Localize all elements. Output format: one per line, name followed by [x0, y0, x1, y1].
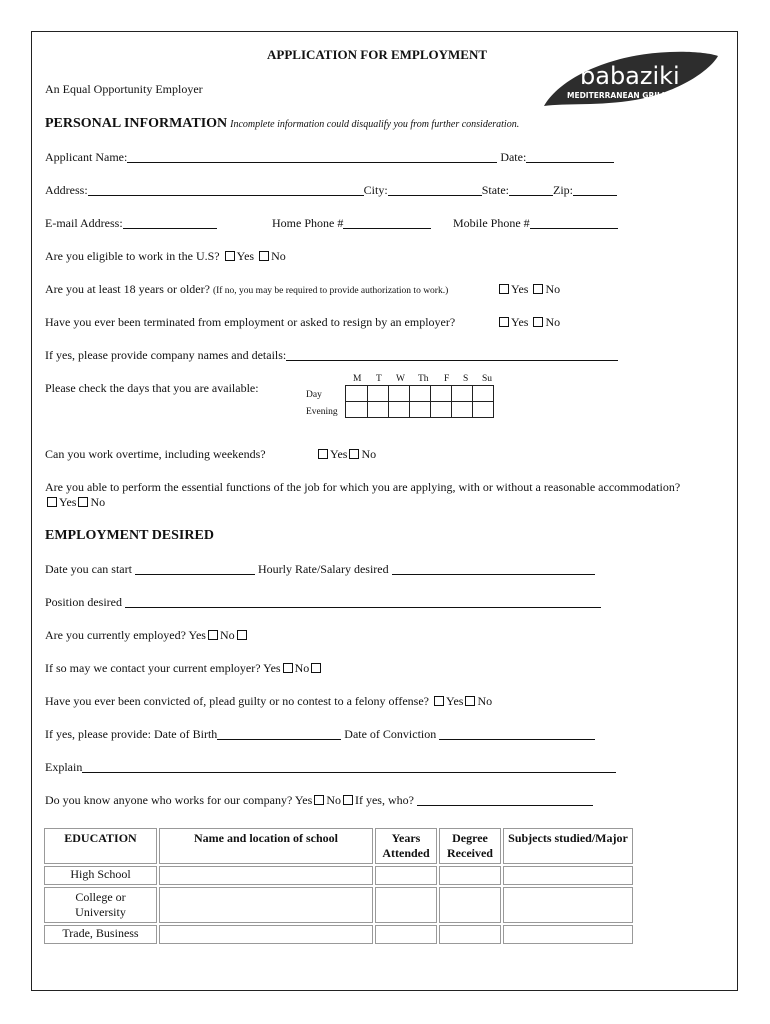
home-phone-field[interactable] — [343, 217, 431, 229]
address-field[interactable] — [88, 184, 364, 196]
terminated-yes-checkbox[interactable] — [499, 317, 509, 327]
personal-note: Incomplete information could disqualify you from further consideration. — [230, 119, 520, 130]
availability-cell[interactable] — [346, 386, 368, 402]
education-header: EDUCATION — [44, 828, 157, 864]
availability-cell[interactable] — [346, 402, 368, 418]
logo-tagline: MEDITERRANEAN GRILL — [567, 91, 667, 100]
email-field[interactable] — [123, 217, 217, 229]
education-header-row — [44, 828, 633, 864]
no-label: No — [326, 793, 341, 807]
availability-cell[interactable] — [473, 402, 494, 418]
state-field[interactable] — [509, 184, 553, 196]
terminated-question: Have you ever been terminated from employment or asked to resign by an employer? — [45, 315, 456, 329]
day-header-s: S — [463, 374, 469, 384]
age-row — [45, 282, 448, 297]
mobile-phone-label: Mobile Phone # — [453, 216, 530, 230]
rate-label: Hourly Rate/Salary desired — [257, 562, 389, 576]
subjects-header: Subjects studied/Major — [503, 828, 633, 864]
essential-yes-checkbox[interactable] — [47, 497, 57, 507]
degree-cell[interactable] — [439, 866, 501, 885]
availability-cell[interactable] — [389, 402, 410, 418]
position-field[interactable] — [125, 596, 601, 608]
know-question: Do you know anyone who works for our company? Yes — [45, 793, 313, 807]
position-label: Position desired — [45, 595, 122, 609]
age-yes-checkbox[interactable] — [499, 284, 509, 294]
availability-cell[interactable] — [431, 402, 452, 418]
school-cell[interactable] — [159, 887, 373, 923]
overtime-no-checkbox[interactable] — [349, 449, 359, 459]
school-cell[interactable] — [159, 925, 373, 944]
explain-field[interactable] — [82, 761, 616, 773]
babaziki-logo — [540, 48, 720, 110]
logo-wordmark: babaziki — [580, 62, 680, 90]
city-field[interactable] — [388, 184, 482, 196]
details-label: If yes, please provide company names and details: — [45, 348, 287, 362]
day-header-t: T — [376, 374, 382, 384]
employment-heading: EMPLOYMENT DESIRED — [45, 528, 214, 543]
know-row — [45, 793, 593, 808]
day-header-m: M — [353, 374, 362, 384]
dob-label: If yes, please provide: Date of Birth — [45, 727, 218, 741]
yes-label: Yes — [236, 249, 255, 263]
terminated-options — [497, 315, 560, 330]
start-label: Date you can start — [45, 562, 132, 576]
conviction-label: Date of Conviction — [344, 727, 437, 741]
contact-question: If so may we contact your current employer? Yes — [45, 661, 281, 675]
no-label: No — [294, 661, 310, 675]
no-label: No — [545, 315, 561, 329]
no-label: No — [361, 447, 377, 461]
yes-label: Yes — [511, 315, 529, 329]
dob-field[interactable] — [217, 728, 341, 740]
eligible-no-checkbox[interactable] — [259, 251, 269, 261]
applicant-row — [45, 150, 614, 165]
availability-cell[interactable] — [431, 386, 452, 402]
availability-cell[interactable] — [410, 386, 431, 402]
eligible-yes-checkbox[interactable] — [225, 251, 235, 261]
availability-grid — [345, 385, 494, 418]
school-header: Name and location of school — [159, 828, 373, 864]
yes-label: Yes — [59, 495, 77, 509]
education-level: College or University — [44, 887, 157, 923]
date-label: Date: — [500, 150, 527, 164]
form-title: APPLICATION FOR EMPLOYMENT — [267, 47, 488, 62]
school-cell[interactable] — [159, 866, 373, 885]
eligible-row — [45, 249, 286, 264]
applicant-label: Applicant Name: — [45, 150, 128, 164]
essential-question: Are you able to perform the essential functions of the job for which you are applying, with or without a reasonable accommodation? — [45, 480, 681, 494]
know-yes-checkbox[interactable] — [314, 795, 324, 805]
no-label: No — [271, 249, 286, 263]
table-row — [44, 925, 633, 944]
availability-evening-row — [346, 402, 494, 418]
day-header-th: Th — [418, 374, 429, 384]
contact-no-checkbox[interactable] — [311, 663, 321, 673]
subjects-cell[interactable] — [503, 866, 633, 885]
current-no-checkbox[interactable] — [237, 630, 247, 640]
felony-question: Have you ever been convicted of, plead guilty or no contest to a felony offense? — [45, 694, 429, 708]
date-field[interactable] — [526, 151, 614, 163]
yes-label: Yes — [330, 447, 348, 461]
age-options — [497, 282, 560, 297]
conviction-date-field[interactable] — [439, 728, 595, 740]
availability-cell[interactable] — [473, 386, 494, 402]
mobile-phone-field[interactable] — [530, 217, 618, 229]
form-subtitle: An Equal Opportunity Employer — [45, 82, 203, 96]
overtime-question: Can you work overtime, including weekends? — [45, 447, 266, 461]
personal-heading-row — [45, 116, 519, 132]
availability-cell[interactable] — [368, 402, 389, 418]
explain-label: Explain — [45, 760, 83, 774]
essential-options — [45, 495, 105, 510]
education-level: High School — [44, 866, 157, 885]
availability-cell[interactable] — [452, 402, 473, 418]
personal-heading: PERSONAL INFORMATION — [45, 116, 228, 131]
current-question: Are you currently employed? Yes — [45, 628, 206, 642]
no-label: No — [90, 495, 106, 509]
years-cell[interactable] — [375, 887, 437, 923]
years-cell[interactable] — [375, 925, 437, 944]
home-phone-label: Home Phone # — [272, 216, 344, 230]
day-header-f: F — [444, 374, 450, 384]
no-label: No — [219, 628, 235, 642]
zip-field[interactable] — [573, 184, 617, 196]
felony-row — [45, 694, 492, 709]
education-level: Trade, Business — [44, 925, 157, 944]
availability-cell[interactable] — [389, 386, 410, 402]
age-no-checkbox[interactable] — [533, 284, 543, 294]
no-label: No — [545, 282, 561, 296]
subjects-cell[interactable] — [503, 925, 633, 944]
if-yes-who-label: If yes, who? — [354, 793, 414, 807]
address-row — [45, 183, 617, 198]
availability-cell[interactable] — [410, 402, 431, 418]
dob-row — [45, 727, 595, 742]
yes-label: Yes — [511, 282, 529, 296]
home-phone-row — [272, 216, 431, 231]
years-header: Years Attended — [375, 828, 437, 864]
position-row — [45, 595, 601, 610]
availability-cell[interactable] — [368, 386, 389, 402]
start-row — [45, 562, 595, 577]
current-row — [45, 628, 249, 643]
degree-cell[interactable] — [439, 925, 501, 944]
explain-row — [45, 760, 616, 775]
no-label: No — [477, 694, 493, 708]
degree-header: Degree Received — [439, 828, 501, 864]
evening-row-label: Evening — [306, 407, 338, 417]
education-table — [42, 826, 635, 946]
years-cell[interactable] — [375, 866, 437, 885]
contact-yes-checkbox[interactable] — [283, 663, 293, 673]
days-question: Please check the days that you are available: — [45, 381, 259, 395]
table-row — [44, 866, 633, 885]
start-date-field[interactable] — [135, 563, 255, 575]
felony-no-checkbox[interactable] — [465, 696, 475, 706]
overtime-options — [316, 447, 376, 462]
felony-yes-checkbox[interactable] — [434, 696, 444, 706]
degree-cell[interactable] — [439, 887, 501, 923]
availability-cell[interactable] — [452, 386, 473, 402]
contact-row — [45, 661, 323, 676]
zip-label: Zip: — [553, 183, 574, 197]
age-note: (If no, you may be required to provide authorization to work.) — [212, 286, 449, 296]
felony-yes-label: Yes — [445, 694, 464, 708]
state-label: State: — [481, 183, 510, 197]
email-label: E-mail Address: — [45, 216, 123, 230]
age-question: Are you at least 18 years or older? — [45, 282, 210, 296]
availability-day-row — [346, 386, 494, 402]
eligible-question: Are you eligible to work in the U.S? — [45, 249, 220, 263]
know-no-checkbox[interactable] — [343, 795, 353, 805]
email-row — [45, 216, 217, 231]
who-field[interactable] — [417, 794, 593, 806]
day-header-w: W — [396, 374, 405, 384]
subjects-cell[interactable] — [503, 887, 633, 923]
address-label: Address: — [45, 183, 88, 197]
terminated-no-checkbox[interactable] — [533, 317, 543, 327]
details-field[interactable] — [286, 349, 618, 361]
current-yes-checkbox[interactable] — [208, 630, 218, 640]
table-row — [44, 887, 633, 923]
applicant-name-field[interactable] — [127, 151, 497, 163]
day-header-su: Su — [482, 374, 493, 384]
city-label: City: — [363, 183, 388, 197]
overtime-yes-checkbox[interactable] — [318, 449, 328, 459]
mobile-phone-row — [453, 216, 618, 231]
day-row-label: Day — [306, 390, 322, 400]
rate-field[interactable] — [392, 563, 595, 575]
details-row — [45, 348, 618, 363]
essential-no-checkbox[interactable] — [78, 497, 88, 507]
